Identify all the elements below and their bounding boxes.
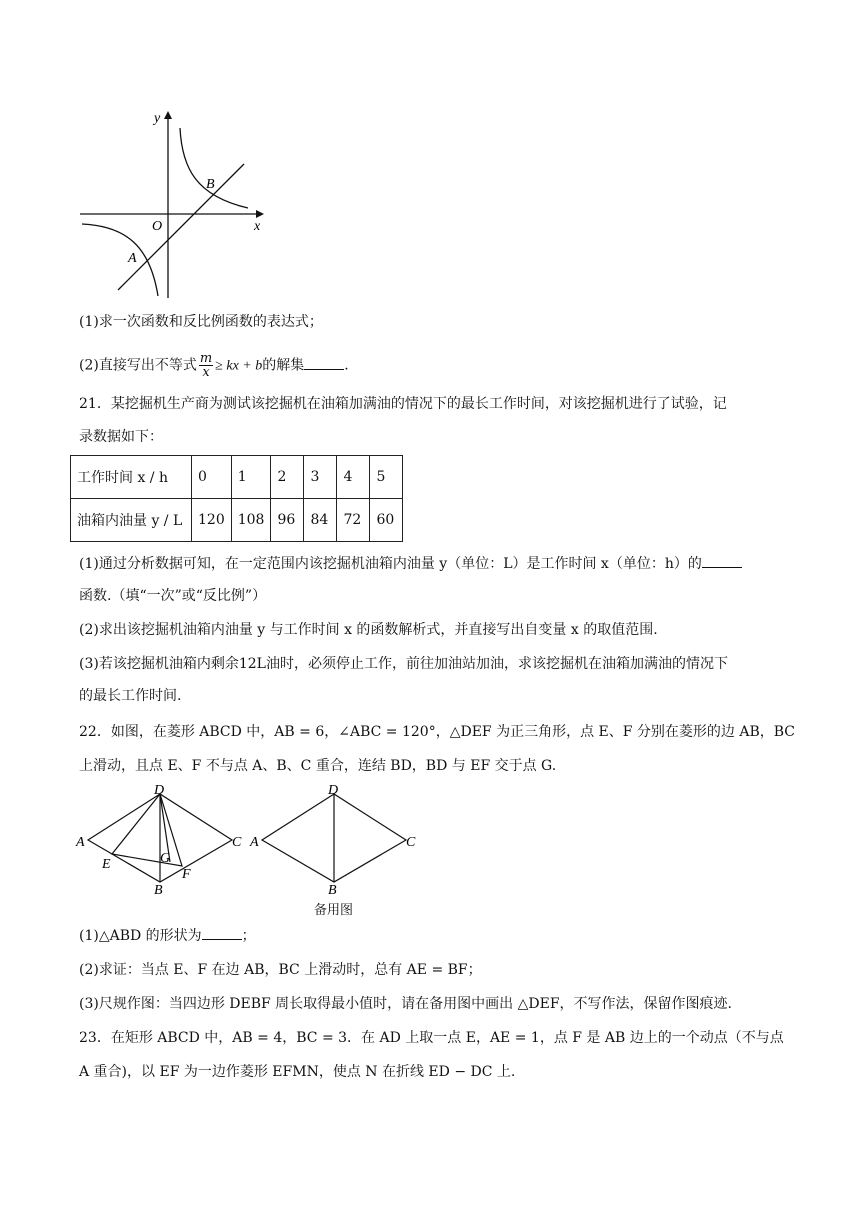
label-b: B xyxy=(154,883,163,898)
table-header-oil: 油箱内油量 y / L xyxy=(71,499,192,542)
data-table xyxy=(70,455,403,542)
table-cell: 108 xyxy=(231,499,271,542)
q21-part1-text: (1)通过分析数据可知，在一定范围内该挖掘机油箱内油量 y（单位：L）是工作时间 x（单位：h）的 xyxy=(79,556,702,572)
q22-part3: (3)尺规作图：当四边形 DEBF 周长取得最小值时，请在备用图中画出 △DEF，不写作法，保留作图痕迹. xyxy=(79,996,733,1012)
backup-figure-caption: 备用图 xyxy=(314,903,354,918)
q22-stem-line1: 22．如图，在菱形 ABCD 中，AB = 6，∠ABC = 120°，△DEF 为正三角形，点 E、F 分别在菱形的边 AB，BC xyxy=(79,724,796,740)
fraction-denominator: x xyxy=(202,365,210,380)
table-cell: 96 xyxy=(271,499,304,542)
linear-function-line xyxy=(118,164,244,290)
label-g: G xyxy=(160,851,171,866)
label-a: A xyxy=(250,835,259,850)
q20-part2-end: . xyxy=(344,357,349,374)
q21-part3-line2: 的最长工作时间. xyxy=(79,688,182,704)
label-e: E xyxy=(102,857,111,872)
q22-part1 xyxy=(79,926,256,946)
q20-part2-prefix: (2)直接写出不等式 xyxy=(79,357,197,374)
q21-part3-line1: (3)若该挖掘机油箱内剩余12L油时，必须停止工作，前往加油站加油，求该挖掘机在油箱加满油的情况下 xyxy=(79,656,728,672)
q20-part1: (1)求一次函数和反比例函数的表达式； xyxy=(79,314,323,330)
table-cell: 60 xyxy=(370,499,403,542)
rhombus-figure xyxy=(72,782,252,898)
label-f: F xyxy=(182,867,191,882)
table-cell: 1 xyxy=(231,456,271,499)
y-axis-arrow xyxy=(164,111,172,119)
label-o: O xyxy=(152,219,163,234)
hyperbola-branch-lower xyxy=(82,224,158,296)
q22-part2: (2)求证：当点 E、F 在边 AB，BC 上滑动时，总有 AE = BF； xyxy=(79,962,482,978)
q22-stem-line2: 上滑动，且点 E、F 不与点 A、B、C 重合，连结 BD，BD 与 EF 交于点 G. xyxy=(79,758,557,774)
label-c: C xyxy=(406,835,416,850)
table-row xyxy=(71,499,403,542)
q21-stem-line1: 21．某挖掘机生产商为测试该挖掘机在油箱加满油的情况下的最长工作时间，对该挖掘机进行了试验，记 xyxy=(79,396,727,412)
table-cell: 0 xyxy=(192,456,232,499)
q21-stem-line2: 录数据如下： xyxy=(79,429,163,445)
table-cell: 84 xyxy=(304,499,337,542)
q21-part2: (2)求出该挖掘机油箱内油量 y 与工作时间 x 的函数解析式，并直接写出自变量 x 的取值范围. xyxy=(79,622,658,638)
q21-part1-line1 xyxy=(79,554,742,574)
hyperbola-branch-upper xyxy=(180,128,248,208)
label-d: D xyxy=(328,783,339,798)
table-cell: 3 xyxy=(304,456,337,499)
table-cell: 4 xyxy=(337,456,370,499)
triangle-def xyxy=(112,794,182,866)
answer-blank[interactable] xyxy=(202,927,242,940)
q23-stem-line2: A 重合)，以 EF 为一边作菱形 EFMN，使点 N 在折线 ED − DC 上. xyxy=(79,1064,516,1080)
q20-part2-expr: ≥ kx + b xyxy=(215,358,263,374)
label-a: A xyxy=(128,251,137,266)
label-b: B xyxy=(328,883,337,898)
table-cell: 120 xyxy=(192,499,232,542)
table-header-time: 工作时间 x / h xyxy=(71,456,192,499)
label-d: D xyxy=(154,783,165,798)
label-y: y xyxy=(154,111,161,126)
q23-stem-line1: 23．在矩形 ABCD 中，AB = 4，BC = 3．在 AD 上取一点 E，AE = 1，点 F 是 AB 边上的一个动点（不与点 xyxy=(79,1030,784,1046)
function-graph xyxy=(76,108,266,300)
table-cell: 2 xyxy=(271,456,304,499)
q22-part1-suffix: ； xyxy=(241,928,256,944)
q20-part2-suffix: 的解集 xyxy=(262,357,305,374)
q21-part1-line2: 函数.（填“一次”或“反比例”） xyxy=(79,588,267,604)
label-x: x xyxy=(254,219,261,234)
q22-part1-prefix: (1)△ABD 的形状为 xyxy=(79,928,202,944)
fraction-numerator: m xyxy=(199,351,213,366)
label-a: A xyxy=(76,835,85,850)
rhombus-backup-figure xyxy=(246,782,426,898)
label-c: C xyxy=(232,835,242,850)
answer-blank[interactable] xyxy=(702,555,742,568)
fraction-m-over-x xyxy=(199,352,213,379)
label-b: B xyxy=(206,177,215,192)
x-axis-arrow xyxy=(256,210,264,218)
q20-part2 xyxy=(79,352,349,379)
table-cell: 5 xyxy=(370,456,403,499)
answer-blank[interactable] xyxy=(304,357,344,370)
table-row xyxy=(71,456,403,499)
table-cell: 72 xyxy=(337,499,370,542)
